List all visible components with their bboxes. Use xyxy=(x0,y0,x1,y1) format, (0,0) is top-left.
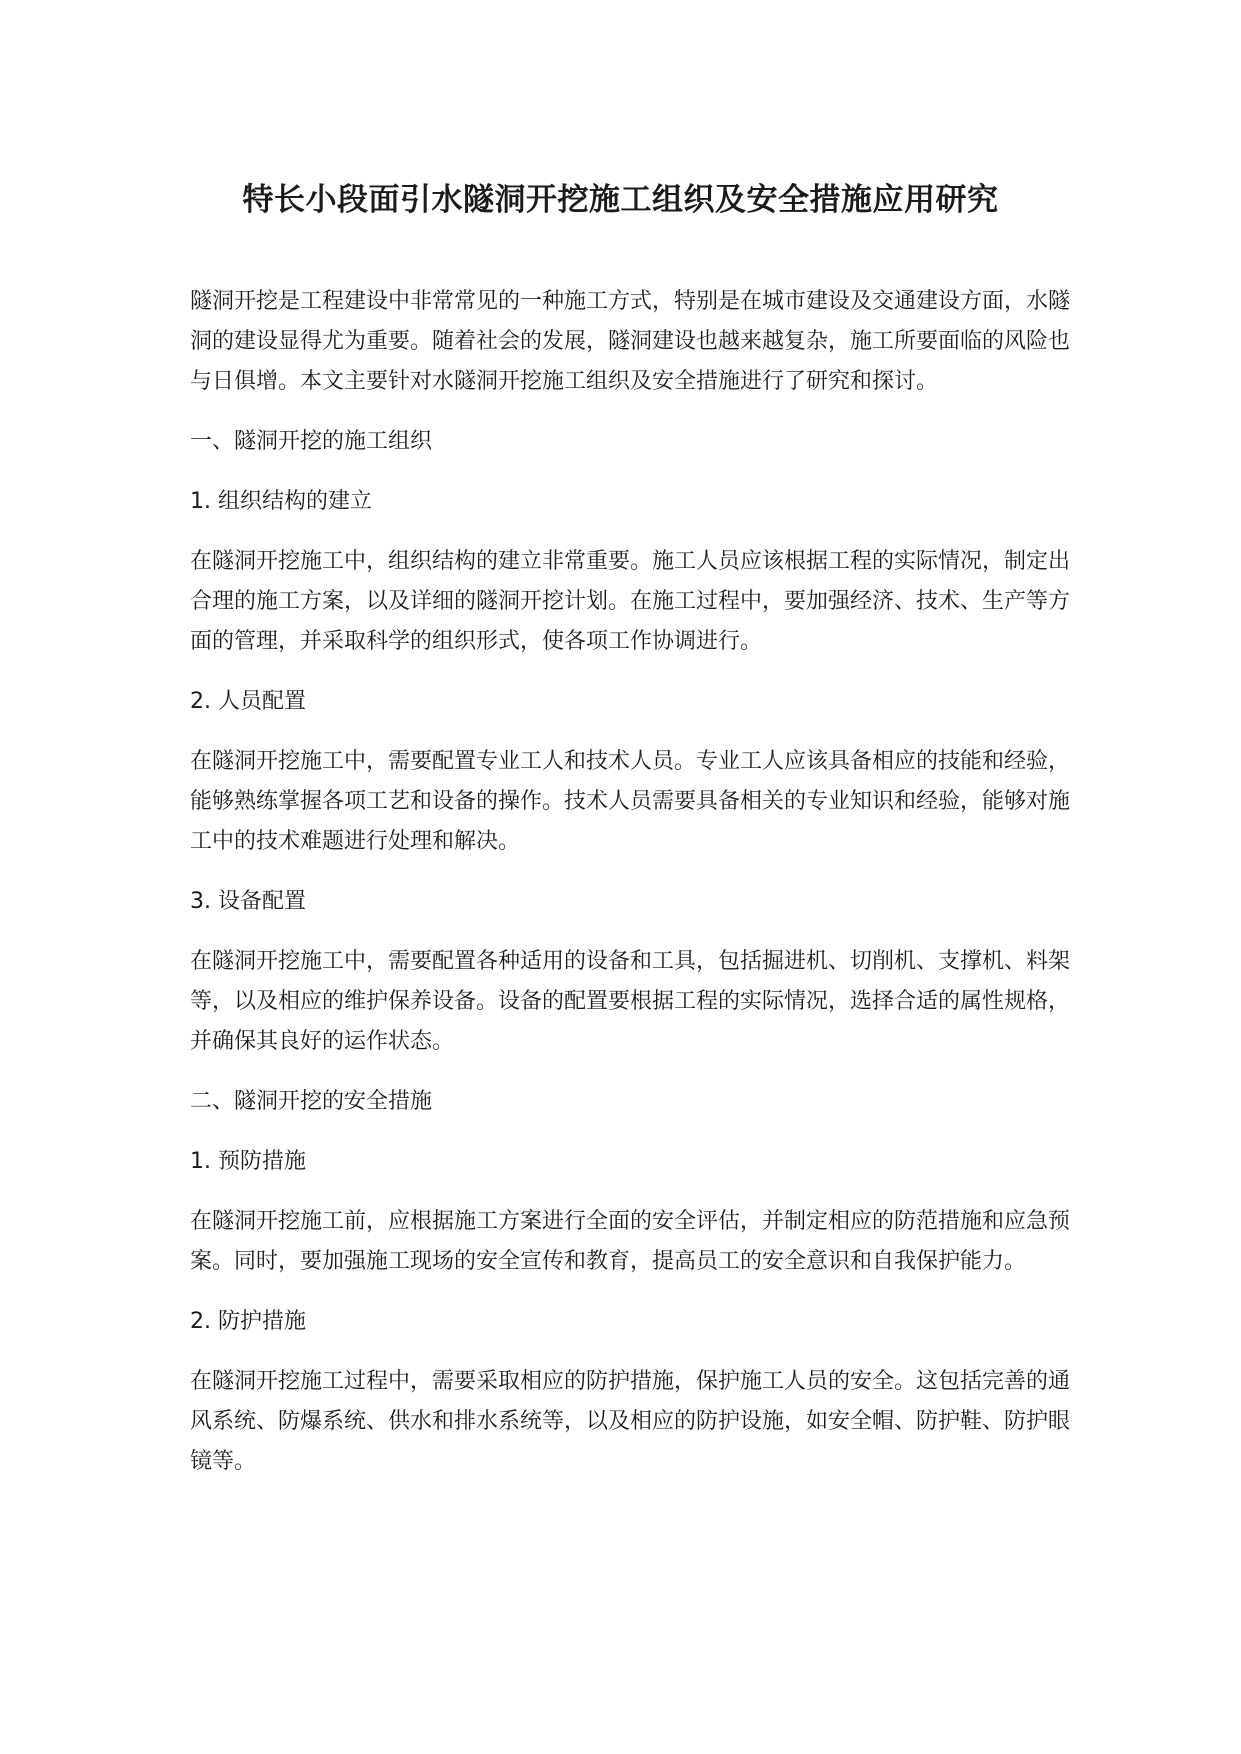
subheading-equipment: 3. 设备配置 xyxy=(190,889,306,914)
document-body xyxy=(190,282,1080,1502)
document-title: 特长小段面引水隧洞开挖施工组织及安全措施应用研究 xyxy=(242,182,999,218)
paragraph-equipment: 在隧洞开挖施工中，需要配置各种适用的设备和工具，包括掘进机、切削机、支撑机、料架等，以及相应的维护保养设备。设备的配置要根据工程的实际情况，选择合适的属性规格，并确保其良好的运作状态。 xyxy=(190,949,1071,1054)
subheading-staffing: 2. 人员配置 xyxy=(190,689,306,714)
paragraph-org-structure: 在隧洞开挖施工中，组织结构的建立非常重要。施工人员应该根据工程的实际情况，制定出合理的施工方案，以及详细的隧洞开挖计划。在施工过程中，要加强经济、技术、生产等方面的管理，并采取科学的组织形式，使各项工作协调进行。 xyxy=(190,549,1071,654)
section-heading-safety: 二、隧洞开挖的安全措施 xyxy=(190,1089,433,1114)
paragraph-protection: 在隧洞开挖施工过程中，需要采取相应的防护措施，保护施工人员的安全。这包括完善的通风系统、防爆系统、供水和排水系统等，以及相应的防护设施，如安全帽、防护鞋、防护眼镜等。 xyxy=(190,1369,1071,1474)
paragraph-staffing: 在隧洞开挖施工中，需要配置专业工人和技术人员。专业工人应该具备相应的技能和经验，能够熟练掌握各项工艺和设备的操作。技术人员需要具备相关的专业知识和经验，能够对施工中的技术难题进行处理和解决。 xyxy=(190,749,1071,854)
intro-paragraph: 隧洞开挖是工程建设中非常常见的一种施工方式，特别是在城市建设及交通建设方面，水隧洞的建设显得尤为重要。随着社会的发展，隧洞建设也越来越复杂，施工所要面临的风险也与日俱增。本文主要针对水隧洞开挖施工组织及安全措施进行了研究和探讨。 xyxy=(190,289,1071,394)
section-heading-organization: 一、隧洞开挖的施工组织 xyxy=(190,429,433,454)
subheading-org-structure: 1. 组织结构的建立 xyxy=(190,489,372,514)
subheading-protection: 2. 防护措施 xyxy=(190,1309,306,1334)
subheading-prevention: 1. 预防措施 xyxy=(190,1149,306,1174)
paragraph-prevention: 在隧洞开挖施工前，应根据施工方案进行全面的安全评估，并制定相应的防范措施和应急预案。同时，要加强施工现场的安全宣传和教育，提高员工的安全意识和自我保护能力。 xyxy=(190,1209,1071,1274)
